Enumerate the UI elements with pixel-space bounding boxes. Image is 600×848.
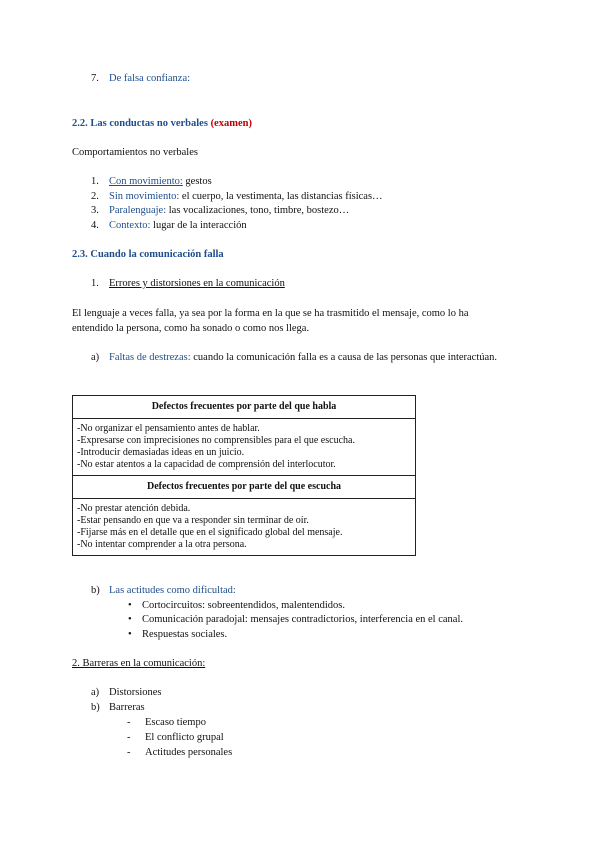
list-desc: gestos xyxy=(185,176,212,187)
table-line: -No organizar el pensamiento antes de hablar. xyxy=(77,423,260,434)
dash-icon: - xyxy=(127,717,131,728)
table-line: -Introducir demasiadas ideas en un juicio. xyxy=(77,447,245,458)
table-cell xyxy=(73,499,416,556)
section-heading: 2. Barreras en la comunicación: xyxy=(72,658,206,669)
bullet-text: Comunicación paradojal: mensajes contradictorios, interferencia en el canal. xyxy=(142,614,463,625)
list-number: 1. xyxy=(91,278,99,289)
list-marker: b) xyxy=(91,702,100,713)
bullet-icon: • xyxy=(128,614,132,625)
list-term: Faltas de destrezas: xyxy=(109,352,191,363)
table-line: -Estar pensando en que va a responder sin terminar de oír. xyxy=(77,515,309,526)
bullet-icon: • xyxy=(128,600,132,611)
list-desc: las vocalizaciones, tono, timbre, bostezo… xyxy=(168,205,350,216)
bullet-text: Cortocircuitos: sobreentendidos, malentendidos. xyxy=(142,600,345,611)
dash-icon: - xyxy=(127,747,131,758)
section-heading xyxy=(72,117,252,130)
dash-item xyxy=(127,731,224,744)
paragraph-line: El lenguaje a veces falla, ya sea por la forma en la que se ha trasmitido el mensaje, como lo ha xyxy=(72,308,469,319)
list-term: Errores y distorsiones en la comunicación xyxy=(109,278,285,289)
bullet-icon: • xyxy=(128,629,132,640)
list-item xyxy=(91,686,162,699)
list-marker: a) xyxy=(91,352,100,363)
list-term: Las actitudes como dificultad: xyxy=(109,585,236,596)
intro-text: Comportamientos no verbales xyxy=(72,147,198,158)
list-term: De falsa confianza: xyxy=(109,73,191,84)
list-item xyxy=(91,351,497,364)
exam-tag: (examen) xyxy=(210,118,252,129)
dash-item xyxy=(127,746,232,759)
list-item xyxy=(91,701,145,714)
table-line: -No prestar atención debida. xyxy=(77,503,191,514)
section-heading: 2.3. Cuando la comunicación falla xyxy=(72,249,224,260)
list-number: 3. xyxy=(91,205,99,216)
list-term: Distorsiones xyxy=(109,687,162,698)
table-header: Defectos frecuentes por parte del que escucha xyxy=(73,476,416,499)
list-number: 4. xyxy=(91,220,99,231)
list-term: Barreras xyxy=(109,702,145,713)
table-line: -No intentar comprender a la otra persona. xyxy=(77,539,247,550)
list-desc: el cuerpo, la vestimenta, las distancias físicas… xyxy=(181,191,383,202)
bullet-item xyxy=(128,613,463,626)
list-desc: lugar de la interacción xyxy=(153,220,247,231)
list-desc: cuando la comunicación falla es a causa de las personas que interactúan. xyxy=(193,352,498,363)
dash-text: Actitudes personales xyxy=(145,747,233,758)
list-number: 2. xyxy=(91,191,99,202)
list-item xyxy=(91,175,212,188)
dash-text: Escaso tiempo xyxy=(145,717,206,728)
list-item xyxy=(91,277,285,290)
list-term: Contexto: xyxy=(109,220,151,231)
dash-item xyxy=(127,716,206,729)
paragraph-line: entendido la persona, como ha sonado o como nos llega. xyxy=(72,323,310,334)
table-line: -Fijarse más en el detalle que en el significado global del mensaje. xyxy=(77,527,343,538)
defects-table xyxy=(72,395,416,556)
bullet-item xyxy=(128,628,227,641)
section-title: 2.2. Las conductas no verbales xyxy=(72,118,208,129)
dash-icon: - xyxy=(127,732,131,743)
list-term: Paralenguaje: xyxy=(109,205,167,216)
list-item xyxy=(91,219,247,232)
list-marker: a) xyxy=(91,687,100,698)
dash-text: El conflicto grupal xyxy=(145,732,224,743)
table-line: -No estar atentos a la capacidad de comprensión del interlocutor. xyxy=(77,459,336,470)
list-item xyxy=(91,584,236,597)
list-item xyxy=(91,204,349,217)
list-number: 1. xyxy=(91,176,99,187)
list-item xyxy=(91,190,383,203)
table-cell xyxy=(73,419,416,476)
table-header: Defectos frecuentes por parte del que habla xyxy=(73,396,416,419)
bullet-text: Respuestas sociales. xyxy=(142,629,228,640)
list-marker: b) xyxy=(91,585,100,596)
bullet-item xyxy=(128,599,345,612)
list-term: Con movimiento: xyxy=(109,176,183,187)
list-item xyxy=(91,72,190,85)
list-number: 7. xyxy=(91,73,99,84)
list-term: Sin movimiento: xyxy=(109,191,180,202)
table-line: -Expresarse con imprecisiones no comprensibles para el que escucha. xyxy=(77,435,355,446)
